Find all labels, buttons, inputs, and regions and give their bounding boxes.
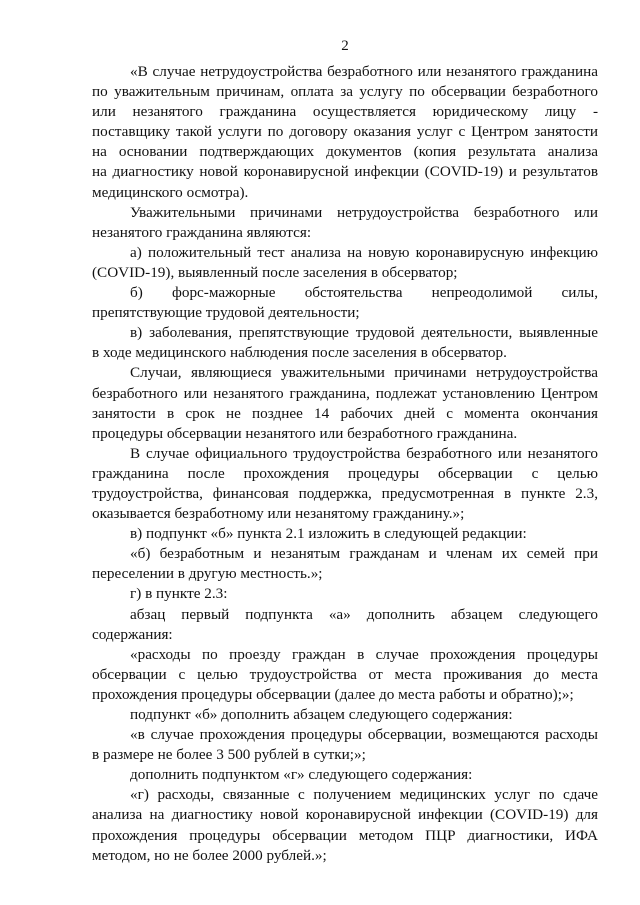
document-body [92,62,598,866]
paragraph-line: «б) безработным и незанятым гражданам и членам их семей при [130,545,598,563]
paragraph-line: процедуры обсервации незанятого или безработного гражданина. [92,424,518,442]
paragraph-line: прохождения процедуры обсервации (далее до места работы и обратно);»; [92,685,574,703]
paragraph [92,544,598,584]
paragraph-line: в) подпункт «б» пункта 2.1 изложить в следующей редакции: [130,525,527,543]
paragraph-line: «расходы по проезду граждан в случае прохождения процедуры [130,645,598,663]
paragraph [92,765,598,785]
paragraph-line: оказывается безработному или незанятому гражданину.»; [92,505,465,523]
page-number: 2 [341,38,349,54]
paragraph-line: абзац первый подпункта «а» дополнить абзацем следующего [130,605,598,623]
paragraph-line: или незанятого гражданина осуществляется юридическому лицу - [92,103,598,121]
paragraph-line: незанятого гражданина являются: [92,223,312,241]
paragraph-line: гражданина после прохождения процедуры обсервации с целью [92,464,598,482]
paragraph [92,785,598,865]
paragraph [92,283,598,323]
paragraph-line: медицинского осмотра). [92,183,249,201]
paragraph-line: дополнить подпунктом «г» следующего содержания: [130,766,473,784]
paragraph [92,584,598,604]
paragraph [92,605,598,645]
paragraph-line: препятствующие трудовой деятельности; [92,304,360,322]
paragraph-line: по уважительным причинам, оплата за услугу по обсервации безработного [92,83,598,101]
paragraph-line: содержания: [92,625,173,643]
paragraph-line: на основании подтверждающих документов (копия результата анализа [92,143,598,161]
paragraph-line: поставщику такой услуги по договору оказания услуг с Центром занятости [92,123,598,141]
paragraph [92,363,598,443]
paragraph-line: «В случае нетрудоустройства безработного или незанятого гражданина [130,63,598,80]
paragraph [92,725,598,765]
paragraph-line: В случае официального трудоустройства безработного или незанятого [130,444,598,462]
paragraph-line: в) заболевания, препятствующие трудовой деятельности, выявленные [130,324,598,342]
paragraph-line: (COVID-19), выявленный после заселения в обсерватор; [92,263,458,281]
paragraph-line: анализа на диагностику новой коронавирусной инфекции (COVID-19) для [92,806,598,824]
paragraph-line: в ходе медицинского наблюдения после заселения в обсерватор. [92,344,507,362]
paragraph-line: занятости в срок не позднее 14 рабочих дней с момента окончания [92,404,598,422]
paragraph-line: подпункт «б» дополнить абзацем следующего содержания: [130,706,513,723]
paragraph-line: методом, но не более 2000 рублей.»; [92,846,327,864]
paragraph [92,524,598,544]
paragraph-line: трудоустройства, финансовая поддержка, предусмотренная в пункте 2.3, [92,484,598,502]
paragraph [92,645,598,705]
paragraph-line: а) положительный тест анализа на новую коронавирусную инфекцию [130,243,598,261]
paragraph [92,243,598,283]
paragraph [92,444,598,524]
paragraph-line: «в случае прохождения процедуры обсервации, возмещаются расходы [130,726,598,744]
paragraph-line: г) в пункте 2.3: [130,585,228,603]
paragraph-line: Случаи, являющиеся уважительными причинами нетрудоустройства [130,364,598,382]
paragraph-line: безработного или незанятого гражданина, подлежат установлению Центром [92,384,598,402]
paragraph-line: б) форс-мажорные обстоятельства непреодолимой силы, [130,284,598,302]
paragraph-line: на диагностику новой коронавирусной инфекции (COVID-19) и результатов [92,163,598,181]
paragraph-line: обсервации с целью трудоустройства от места проживания до места [92,665,598,683]
paragraph-line: Уважительными причинами нетрудоустройства безработного или [130,203,598,221]
paragraph [92,705,598,725]
paragraph-line: прохождения процедуры обсервации методом ПЦР диагностики, ИФА [92,826,598,844]
paragraph-line: переселении в другую местность.»; [92,565,323,583]
paragraph-line: «г) расходы, связанные с получением медицинских услуг по сдаче [130,786,598,804]
paragraph-line: в размере не более 3 500 рублей в сутки;»; [92,746,366,764]
paragraph [92,203,598,243]
paragraph [92,323,598,363]
paragraph [92,62,598,203]
